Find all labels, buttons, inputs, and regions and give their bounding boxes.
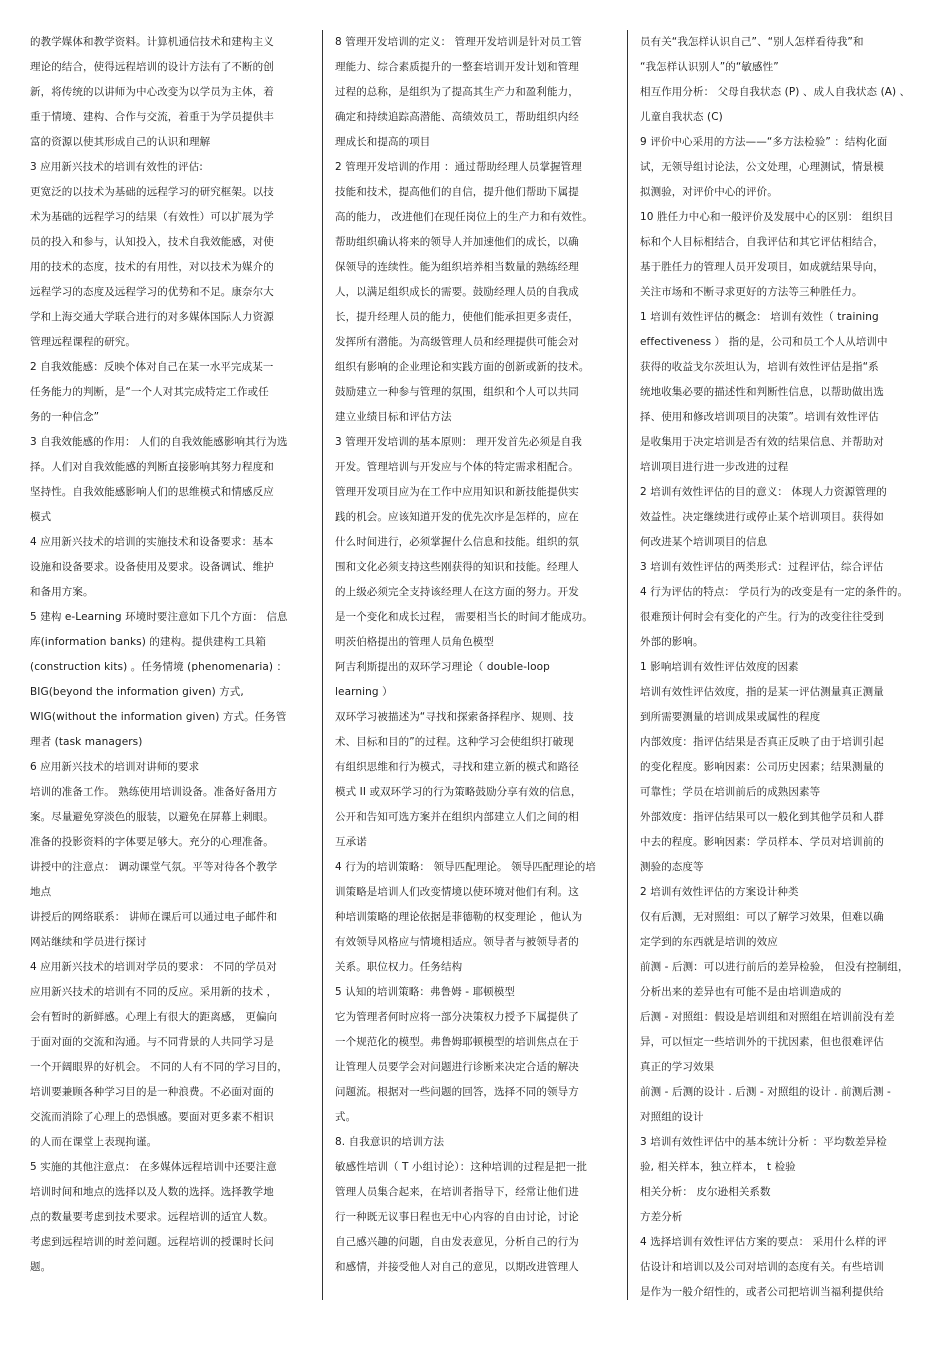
text-line: 组织有影响的企业理论和实践方面的创新或新的技术。 bbox=[335, 361, 590, 373]
text-line: 2 管理开发培训的作用 ：通过帮助经理人员掌握管理 bbox=[335, 161, 582, 173]
text-line: 和备用方案。 bbox=[30, 586, 94, 598]
text-line: 管理人员集合起来，在培训者指导下，经常让他们进 bbox=[335, 1186, 579, 1198]
text-line: 训策略是培训人们改变情境以使环境对他们有利。这 bbox=[335, 886, 579, 898]
text-line: 理论的结合，使得远程培训的设计方法有了不断的创 bbox=[30, 61, 274, 73]
text-line: 过程的总称，是组织为了提高其生产力和盈利能力， bbox=[335, 86, 579, 98]
text-line: 4 行为评估的特点： 学员行为的改变是有一定的条件的。 bbox=[640, 586, 909, 598]
text-line: 有组织思维和行为模式，寻找和建立新的模式和路径 bbox=[335, 761, 579, 773]
text-column-2 bbox=[335, 30, 617, 1280]
text-line: 标和个人目标相结合，自我评估和其它评估相结合， bbox=[640, 236, 884, 248]
text-line: 相关分析： 皮尔逊相关系数 bbox=[640, 1186, 771, 1198]
text-line: 5 认知的培训策略：弗鲁姆 - 耶顿模型 bbox=[335, 986, 515, 998]
text-line: 的人而在课堂上表现拘谨。 bbox=[30, 1136, 158, 1148]
text-line: 8 管理开发培训的定义： 管理开发培训是针对员工管 bbox=[335, 36, 582, 48]
text-column-1 bbox=[30, 30, 312, 1280]
text-line: 考虑到远程培训的时差问题。远程培训的授课时长问 bbox=[30, 1236, 274, 1248]
text-line: 帮助组织确认将来的领导人并加速他们的成长，以确 bbox=[335, 236, 579, 248]
text-line: 是一个变化和成长过程， 需要相当长的时间才能成功。 bbox=[335, 611, 593, 623]
text-line: 点的数量要考虑到技术要求。远程培训的适宜人数。 bbox=[30, 1211, 274, 1223]
text-line: 会有暂时的新鲜感。心理上有很大的距离感， 更偏向 bbox=[30, 1011, 278, 1023]
text-line: 何改进某个培训项目的信息 bbox=[640, 536, 768, 548]
text-line: 4 行为的培训策略： 领导匹配理论。 领导匹配理论的培 bbox=[335, 861, 596, 873]
text-line: 务的一种信念” bbox=[30, 411, 100, 423]
text-line: 设施和设备要求。设备使用及要求。设备调试、维护 bbox=[30, 561, 274, 573]
text-line: 它为管理者何时应将一部分决策权力授予下属提供了 bbox=[335, 1011, 579, 1023]
text-line: 更宽泛的以技术为基础的远程学习的研究框架。以技 bbox=[30, 186, 274, 198]
text-line: 理者 (task managers) bbox=[30, 736, 143, 748]
text-line: 培训要兼顾各种学习目的是一种浪费。不必面对面的 bbox=[30, 1086, 274, 1098]
text-line: 4 应用新兴技术的培训的实施技术和设备要求：基本 bbox=[30, 536, 274, 548]
text-line: 定学到的东西就是培训的效应 bbox=[640, 936, 778, 948]
text-line: 地点 bbox=[30, 886, 52, 898]
text-line: 敏感性培训（ T 小组讨论）：这种培训的过程是把一批 bbox=[335, 1161, 587, 1173]
text-line: 术为基础的远程学习的结果（有效性）可以扩展为学 bbox=[30, 211, 274, 223]
text-line: 的教学媒体和教学资料。计算机通信技术和建构主义 bbox=[30, 36, 274, 48]
text-line: 理成长和提高的项目 bbox=[335, 136, 431, 148]
text-line: 什么时间进行，必须掌握什么信息和技能。组织的氛 bbox=[335, 536, 579, 548]
text-line: 员的投入和参与，认知投入，技术自我效能感，对使 bbox=[30, 236, 274, 248]
text-line: 管理开发项目应为在工作中应用知识和新技能提供实 bbox=[335, 486, 579, 498]
text-line: 2 培训有效性评估的目的意义： 体现人力资源管理的 bbox=[640, 486, 887, 498]
text-line: 式。 bbox=[335, 1111, 357, 1123]
text-line: 8. 自我意识的培训方法 bbox=[335, 1136, 445, 1148]
text-line: 前测 - 后测的设计 . 后测 - 对照组的设计 . 前测后测 - bbox=[640, 1086, 891, 1098]
text-line: 获得的收益戈尔茨坦认为，培训有效性评估是指“系 bbox=[640, 361, 879, 373]
text-line: 模式 bbox=[30, 511, 52, 523]
text-line: 的上级必须完全支持该经理人在这方面的努力。开发 bbox=[335, 586, 579, 598]
text-line: 内部效度：指评估结果是否真正反映了由于培训引起 bbox=[640, 736, 884, 748]
text-line: 真正的学习效果 bbox=[640, 1061, 715, 1073]
column-divider bbox=[322, 30, 323, 1300]
text-line: 模式 II 或双环学习的行为策略鼓励分享有效的信息， bbox=[335, 786, 582, 798]
text-line: 坚持性。自我效能感影响人们的思维模式和情感反应 bbox=[30, 486, 274, 498]
text-line: 儿童自我状态 (C) bbox=[640, 111, 723, 123]
text-line: 案。尽量避免穿淡色的服装，以避免在屏幕上刺眼。 bbox=[30, 811, 274, 823]
text-line: 应用新兴技术的培训有不同的反应。采用新的技术 ， bbox=[30, 986, 278, 998]
text-line: 是作为一般介绍性的，或者公司把培训当福利提供给 bbox=[640, 1286, 884, 1298]
text-line: 网站继续和学员进行探讨 bbox=[30, 936, 147, 948]
text-line: 交流而消除了心理上的恐惧感。要面对更多素不相识 bbox=[30, 1111, 274, 1123]
text-line: 和感情，并接受他人对自己的意见，以期改进管理人 bbox=[335, 1261, 579, 1273]
text-line: 题。 bbox=[30, 1261, 52, 1273]
text-line: 2 自我效能感：反映个体对自己在某一水平完成某一 bbox=[30, 361, 274, 373]
text-line: 开发。管理培训与开发应与个体的特定需求相配合。 bbox=[335, 461, 579, 473]
text-line: 3 培训有效性评估的两类形式：过程评估，综合评估 bbox=[640, 561, 884, 573]
text-line: 新，将传统的以讲师为中心改变为以学员为主体，着 bbox=[30, 86, 274, 98]
text-line: 让管理人员要学会对问题进行诊断来决定合适的解决 bbox=[335, 1061, 579, 1073]
text-line: 试，无领导组讨论法，公文处理，心理测试，情景模 bbox=[640, 161, 884, 173]
text-line: 公开和告知可选方案并在组织内部建立人们之间的相 bbox=[335, 811, 579, 823]
text-line: 9 评价中心采用的方法——“多方法检验” ：结构化面 bbox=[640, 136, 888, 148]
text-line: 远程学习的态度及远程学习的优势和不足。康奈尔大 bbox=[30, 286, 274, 298]
text-line: 异，可以恒定一些培训外的干扰因素，但也很难评估 bbox=[640, 1036, 884, 1048]
text-line: 准备的投影资料的字体要足够大。充分的心理准备。 bbox=[30, 836, 274, 848]
text-line: 确定和持续追踪高潜能、高绩效员工，帮助组织内经 bbox=[335, 111, 579, 123]
text-line: 5 建构 e-Learning 环境时要注意如下几个方面： 信息 bbox=[30, 611, 288, 623]
text-line: 自己感兴趣的问题，自由发表意见，分析自己的行为 bbox=[335, 1236, 579, 1248]
text-line: 3 培训有效性评估中的基本统计分析 ：平均数差异检 bbox=[640, 1136, 887, 1148]
text-line: 择、使用和修改培训项目的决策”。培训有效性评估 bbox=[640, 411, 879, 423]
text-line: 技能和技术，提高他们的自信，提升他们帮助下属提 bbox=[335, 186, 579, 198]
column-divider bbox=[627, 30, 628, 1300]
text-line: 双环学习被描述为“寻找和探索备择程序、规则、技 bbox=[335, 711, 574, 723]
text-line: 2 培训有效性评估的方案设计种类 bbox=[640, 886, 799, 898]
text-line: 建立业绩目标和评估方法 bbox=[335, 411, 452, 423]
text-line: 一个规范化的模型。弗鲁姆耶顿模型的培训焦点在于 bbox=[335, 1036, 579, 1048]
text-line: 行一种既无议事日程也无中心内容的自由讨论，讨论 bbox=[335, 1211, 579, 1223]
text-line: 效益性。决定继续进行或停止某个培训项目。获得如 bbox=[640, 511, 884, 523]
text-line: 4 选择培训有效性评估方案的要点： 采用什么样的评 bbox=[640, 1236, 887, 1248]
text-line: 互承诺 bbox=[335, 836, 367, 848]
text-line: 库(information banks) 的建构。提供建构工具箱 bbox=[30, 636, 266, 648]
text-line: 员有关“我怎样认识自己”、“别人怎样看待我”和 bbox=[640, 36, 864, 48]
text-line: 3 自我效能感的作用： 人们的自我效能感影响其行为选 bbox=[30, 436, 288, 448]
text-line: 前测 - 后测：可以进行前后的差异检验， 但没有控制组， bbox=[640, 961, 909, 973]
text-line: 拟测验，对评价中心的评价。 bbox=[640, 186, 778, 198]
text-line: 择。人们对自我效能感的判断直接影响其努力程度和 bbox=[30, 461, 274, 473]
text-line: 分析出来的差异也有可能不是由培训造成的 bbox=[640, 986, 842, 998]
text-line: 培训有效性评估效度，指的是某一评估测量真正测量 bbox=[640, 686, 884, 698]
text-line: 统地收集必要的描述性和判断性信息，以帮助做出选 bbox=[640, 386, 884, 398]
text-line: 4 应用新兴技术的培训对学员的要求： 不同的学员对 bbox=[30, 961, 277, 973]
text-line: 关系。职位权力。任务结构 bbox=[335, 961, 463, 973]
text-line: 培训的准备工作。 熟练使用培训设备。准备好备用方 bbox=[30, 786, 278, 798]
text-line: 鼓励建立一种参与管理的氛围，组织和个人可以共同 bbox=[335, 386, 579, 398]
text-line: 学和上海交通大学联合进行的对多媒体国际人力资源 bbox=[30, 311, 274, 323]
text-line: 明茨伯格提出的管理人员角色模型 bbox=[335, 636, 494, 648]
text-line: 人，以满足组织成长的需要。鼓励经理人员的自我成 bbox=[335, 286, 579, 298]
text-line: 于面对面的交流和沟通。与不同背景的人共同学习是 bbox=[30, 1036, 274, 1048]
text-line: 5 实施的其他注意点： 在多媒体远程培训中还要注意 bbox=[30, 1161, 277, 1173]
text-line: 测验的态度等 bbox=[640, 861, 704, 873]
text-line: “我怎样认识别人”的“敏感性” bbox=[640, 61, 779, 73]
text-line: 讲授后的网络联系： 讲师在课后可以通过电子邮件和 bbox=[30, 911, 278, 923]
text-line: 很难预计何时会有变化的产生。行为的改变往往受到 bbox=[640, 611, 884, 623]
text-line: 围和文化必须支持这些刚获得的知识和技能。经理人 bbox=[335, 561, 579, 573]
text-line: 基于胜任力的管理人员开发项目，如成就结果导向， bbox=[640, 261, 884, 273]
text-line: 10 胜任力中心和一般评价及发展中心的区别： 组织目 bbox=[640, 211, 894, 223]
text-line: 发挥所有潜能。为高级管理人员和经理提供可能会对 bbox=[335, 336, 579, 348]
text-line: 6 应用新兴技术的培训对讲师的要求 bbox=[30, 761, 200, 773]
text-line: 高的能力， 改进他们在现任岗位上的生产力和有效性。 bbox=[335, 211, 593, 223]
text-line: 方差分析 bbox=[640, 1211, 683, 1223]
text-line: 有效领导风格应与情境相适应。领导者与被领导者的 bbox=[335, 936, 579, 948]
text-line: 阿吉利斯提出的双环学习理论（ double-loop bbox=[335, 661, 550, 673]
text-line: learning ） bbox=[335, 686, 393, 698]
text-line: 讲授中的注意点： 调动课堂气氛。平等对待各个教学 bbox=[30, 861, 278, 873]
text-line: 富的资源以使其形成自己的认识和理解 bbox=[30, 136, 211, 148]
text-line: 对照组的设计 bbox=[640, 1111, 704, 1123]
text-line: 中去的程度。影响因素：学员样本、学员对培训前的 bbox=[640, 836, 884, 848]
text-line: 种培训策略的理论依据是菲德勒的权变理论 ，他认为 bbox=[335, 911, 583, 923]
text-line: 验, 相关样本，独立样本， t 检验 bbox=[640, 1161, 796, 1173]
text-line: 长，提升经理人员的能力，使他们能承担更多责任， bbox=[335, 311, 579, 323]
text-line: 用的技术的态度，技术的有用性，对以技术为媒介的 bbox=[30, 261, 274, 273]
text-line: 任务能力的判断，是“一个人对其完成特定工作或任 bbox=[30, 386, 269, 398]
text-line: 后测 - 对照组：假设是培训组和对照组在培训前没有差 bbox=[640, 1011, 895, 1023]
text-line: 3 应用新兴技术的培训有效性的评估: bbox=[30, 161, 203, 173]
text-line: 保领导的连续性。能为组织培养相当数量的熟练经理 bbox=[335, 261, 579, 273]
text-line: 术、目标和目的”的过程。这种学习会使组织打破现 bbox=[335, 736, 574, 748]
text-line: 外部效度：指评估结果可以一般化到其他学员和人群 bbox=[640, 811, 884, 823]
text-line: 理能力、综合素质提升的一整套培训开发计划和管理 bbox=[335, 61, 579, 73]
text-line: 践的机会。应该知道开发的优先次序是怎样的，应在 bbox=[335, 511, 579, 523]
text-line: 3 管理开发培训的基本原则： 理开发首先必须是自我 bbox=[335, 436, 582, 448]
text-line: 估设计和培训以及公司对培训的态度有关。有些培训 bbox=[640, 1261, 884, 1273]
text-line: 问题流。根据对一些问题的回答，选择不同的领导方 bbox=[335, 1086, 579, 1098]
text-line: 的变化程度。影响因素：公司历史因素；结果测量的 bbox=[640, 761, 884, 773]
text-line: 管理远程课程的研究。 bbox=[30, 336, 136, 348]
text-line: 1 培训有效性评估的概念： 培训有效性（ training bbox=[640, 311, 879, 323]
text-line: 到所需要测量的培训成果或属性的程度 bbox=[640, 711, 821, 723]
text-line: 相互作用分析： 父母自我状态 (P) 、成人自我状态 (A) 、 bbox=[640, 86, 911, 98]
text-line: 是收集用于决定培训是否有效的结果信息、并帮助对 bbox=[640, 436, 884, 448]
text-line: 培训项目进行进一步改进的过程 bbox=[640, 461, 789, 473]
text-line: 1 影响培训有效性评估效度的因素 bbox=[640, 661, 799, 673]
text-column-3 bbox=[640, 30, 922, 1305]
text-line: 仅有后测，无对照组：可以了解学习效果，但难以确 bbox=[640, 911, 884, 923]
text-line: 关注市场和不断寻求更好的方法等三种胜任力。 bbox=[640, 286, 863, 298]
text-line: 一个开阔眼界的好机会。 不同的人有不同的学习目的， bbox=[30, 1061, 288, 1073]
text-line: WIG(without the information given) 方式。任务管 bbox=[30, 711, 287, 723]
text-line: 培训时间和地点的选择以及人数的选择。选择教学地 bbox=[30, 1186, 274, 1198]
text-line: 可靠性；学员在培训前后的成熟因素等 bbox=[640, 786, 821, 798]
text-line: effectiveness ） 指的是，公司和员工个人从培训中 bbox=[640, 336, 888, 348]
text-line: 外部的影响。 bbox=[640, 636, 704, 648]
text-line: BIG(beyond the information given) 方式, bbox=[30, 686, 244, 698]
text-line: 重于情境、建构、合作与交流，着重于为学员提供丰 bbox=[30, 111, 274, 123]
text-line: (construction kits) 。任务情境 (phenomenaria) ： bbox=[30, 661, 288, 673]
